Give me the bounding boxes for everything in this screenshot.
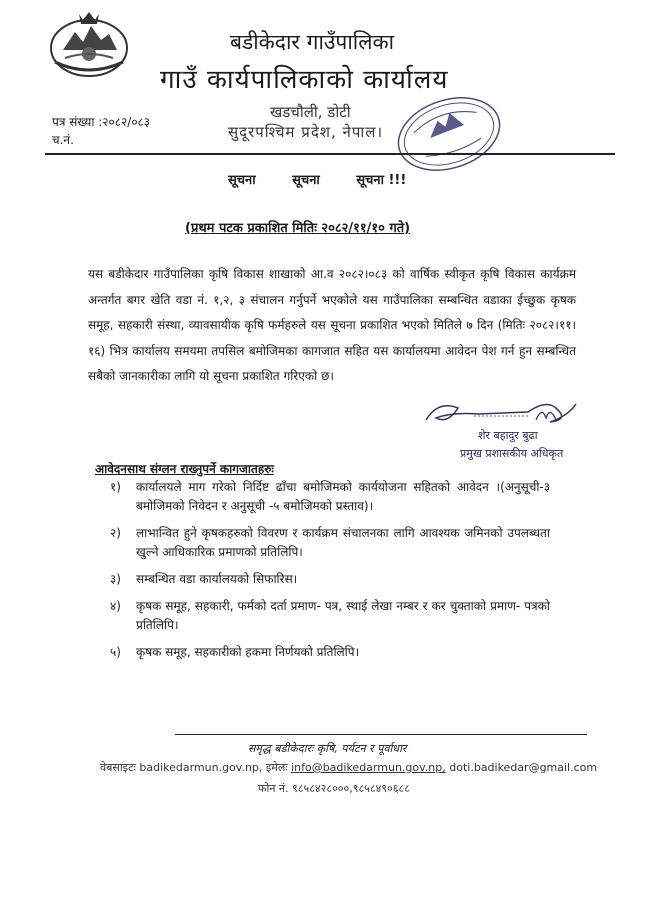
notice-heading: [228, 170, 438, 188]
website-label: वेबसाइटः: [100, 761, 136, 774]
documents-heading: आवेदनसाथ संग्लन राख्नुपर्ने कागजातहरुः: [95, 462, 274, 476]
list-item-text: कृषक समूह, सहकारीको हकमा निर्णयको प्रतिलिपि।: [136, 645, 360, 659]
list-item-number: १): [110, 480, 121, 494]
list-item-text: कार्यालयले माग गरेको निर्दिष्ट ढाँचा बमोजिमको कार्ययोजना सहितको आवेदन ।(अनुसूची-३ बमोजिमको निवेदन र अनुसूची -५ बमोजिमको प्रस्ताव)।: [136, 480, 550, 513]
address-line-1: खडचौली, डोटी: [270, 103, 351, 121]
dispatch-number: च.नं.: [52, 133, 74, 147]
organization-name: बडीकेदार गाउँपालिका: [230, 30, 395, 54]
email-link-info[interactable]: info@badikedarmun.gov.np,: [291, 761, 446, 774]
office-title: गाउँ कार्यपालिकाको कार्यालय: [160, 65, 449, 95]
signatory-name: शेर बहादुर बुढा: [478, 429, 538, 442]
list-item-text: कृषक समूह, सहकारी, फर्मको दर्ता प्रमाण- पत्र, स्थाई लेखा नम्बर र कर चुक्ताको प्रमाण- पत्रको प्रतिलिपि।: [136, 599, 550, 632]
header-divider: [45, 153, 615, 155]
footer-contact: [100, 760, 597, 775]
list-item-text: लाभान्वित हुने कृषकहरुको विवरण र कार्यक्रम संचालनका लागि आवश्यक जमिनको उपलब्धता खुल्ने आधिकारिक प्रमाणको प्रतिलिपि।: [136, 526, 550, 559]
notice-body: यस बडीकेदार गाउँपालिका कृषि विकास शाखाको आ.व २०८२।०८३ को वार्षिक स्वीकृत कृषि विकास कार्यक्रम अन्तर्गत बगर खेति वडा नं. १,२, ३ संचालन गर्नुपर्ने भएकोले यस गाउँपालिका सम्बन्धित वडाका ईच्छुक कृषक समूह, सहकारी संस्था, व्यावसायीक कृषि फर्महरुले यस सूचना प्रकाशित भएको मितिले ७ दिन (मितिः २०८२।११।१६) भित्र कार्यालय समयमा तपसिल बमोजिमका कागजात सहित यस कार्यालयमा आवेदन पेश गर्न हुन सम्बन्धित सबैको जानकारीका लागि यो सूचना प्रकाशित गरिएको छ।: [88, 267, 576, 383]
signatory-title: प्रमुख प्रशासकीय अधिकृत: [460, 447, 564, 460]
list-item: [110, 597, 550, 635]
notice-word: सूचना !!!: [356, 173, 407, 188]
government-emblem-icon: [45, 10, 133, 80]
list-item: [110, 570, 550, 589]
footer-phone: फोन नं. ९८५८४२८०००,९८५८४९०६८८: [258, 782, 410, 795]
footer-divider: [175, 734, 587, 735]
list-item-number: ५): [110, 645, 121, 659]
list-item-number: २): [110, 526, 121, 540]
reference-number: पत्र संख्या :२०८२/०८३: [52, 115, 151, 129]
email-link-gmail[interactable]: doti.badikedar@gmail.com: [449, 761, 598, 774]
list-item: [110, 524, 550, 562]
address-line-2: सुदूरपश्चिम प्रदेश, नेपाल।: [228, 123, 384, 141]
notice-word: सूचना: [292, 173, 320, 188]
notice-word: सूचना: [228, 173, 256, 188]
list-item: [110, 643, 550, 662]
published-date: (प्रथम पटक प्रकाशित मितिः २०८२/११/१० गते): [185, 221, 411, 236]
list-item-number: ४): [110, 599, 121, 613]
list-item-number: ३): [110, 572, 121, 586]
list-item-text: सम्बन्धित वडा कार्यालयको सिफारिस।: [136, 572, 298, 586]
list-item: [110, 478, 550, 516]
footer-motto: समृद्ध बडीकेदारः कृषि, पर्यटन र पूर्वाधार: [248, 742, 407, 755]
official-stamp-icon: [390, 92, 508, 176]
documents-list: [110, 478, 550, 670]
website-link[interactable]: badikedarmun.gov.np,: [139, 761, 263, 774]
email-label: इमेलः: [265, 761, 288, 774]
